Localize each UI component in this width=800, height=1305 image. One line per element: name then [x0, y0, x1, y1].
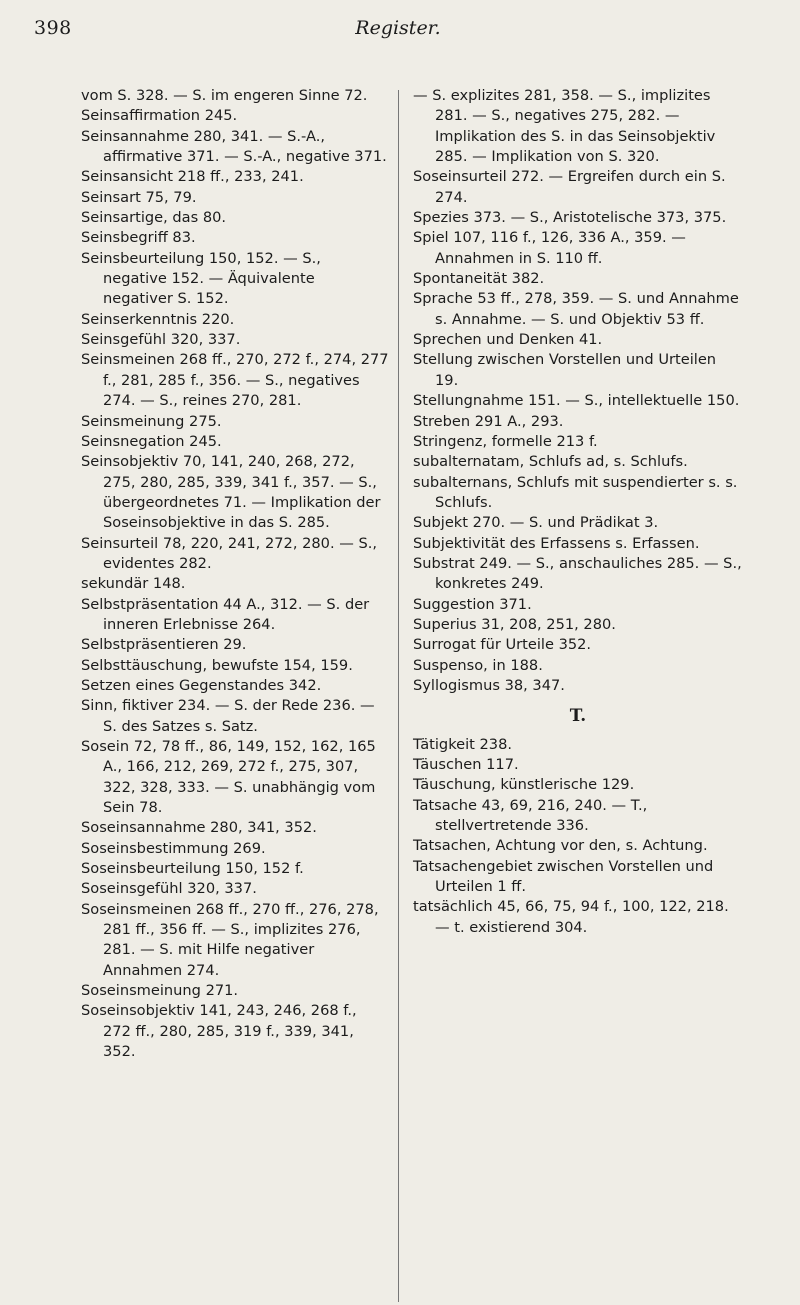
index-entry: Sprechen und Denken 41.	[413, 331, 603, 349]
right-entries-t	[413, 735, 743, 938]
running-title: Register.	[355, 17, 441, 39]
index-entry: Täuschen 117.	[413, 756, 519, 773]
index-entry: subalternatam, Schlufs ad, s. Schlufs.	[413, 453, 688, 471]
index-entry: Soseinsannahme 280, 341, 352.	[81, 819, 317, 837]
index-entry: Selbstpräsentation 44 A., 312. — S. der inneren Erlebnisse 264.	[81, 595, 370, 633]
index-entry: Seinserkenntnis 220.	[81, 310, 235, 328]
right-entries-s	[413, 86, 743, 696]
index-entry: tatsächlich 45, 66, 75, 94 f., 100, 122, 218. — t. existierend 304.	[413, 898, 729, 936]
index-entry: subalternans, Schlufs mit suspendierter s. s. Schlufs.	[413, 473, 738, 511]
index-entry: Stringenz, formelle 213 f.	[413, 432, 598, 450]
index-entry: Seinsgefühl 320, 337.	[81, 331, 241, 349]
index-entry: Selbsttäuschung, bewufste 154, 159.	[81, 656, 353, 674]
index-entry: — S. explizites 281, 358. — S., implizites 281. — S., negatives 275, 282. — Implikation des S. in das Seinsobjektiv 285. — Implikation von S. 320.	[413, 87, 716, 166]
index-entry: Seinsbeurteilung 150, 152. — S., negative 152. — Äquivalente negativer S. 152.	[81, 249, 321, 308]
left-column	[81, 86, 389, 1063]
right-column	[413, 86, 743, 938]
index-entry: Sosein 72, 78 ff., 86, 149, 152, 162, 165 A., 166, 212, 269, 272 f., 275, 307, 322, 328, 333. — S. unabhängig vom Sein 78.	[81, 738, 376, 817]
index-entry: Spiel 107, 116 f., 126, 336 A., 359. — Annahmen in S. 110 ff.	[413, 229, 686, 267]
index-entry: Syllogismus 38, 347.	[413, 676, 565, 694]
index-entry: Stellungnahme 151. — S., intellektuelle 150.	[413, 392, 740, 410]
index-entry: Substrat 249. — S., anschauliches 285. — S., konkretes 249.	[413, 554, 742, 593]
index-entry: Stellung zwischen Vorstellen und Urteilen 19.	[413, 351, 717, 389]
section-heading-t: T.	[569, 706, 587, 727]
index-entry: Streben 291 A., 293.	[413, 412, 564, 430]
index-entry: Subjekt 270. — S. und Prädikat 3.	[413, 514, 659, 532]
index-entry: Soseinsbeurteilung 150, 152 f.	[81, 860, 304, 878]
page-header	[34, 17, 762, 47]
index-entry: Soseinsobjektiv 141, 243, 246, 268 f., 272 ff., 280, 285, 319 f., 339, 341, 352.	[81, 1002, 357, 1061]
index-entry: Tatsachengebiet zwischen Vorstellen und Urteilen 1 ff.	[413, 857, 714, 896]
index-entry: Tatsache 43, 69, 216, 240. — T., stellvertretende 336.	[413, 796, 648, 835]
page-number: 398	[34, 17, 72, 39]
index-entry: Surrogat für Urteile 352.	[413, 636, 592, 654]
index-entry: Soseinsbestimmung 269.	[81, 839, 266, 857]
index-entry: Soseinsgefühl 320, 337.	[81, 880, 257, 898]
index-entry: Seinsurteil 78, 220, 241, 272, 280. — S., evidentes 282.	[81, 534, 378, 572]
index-entry: Seinsnegation 245.	[81, 432, 222, 450]
index-entry: Seinsartige, das 80.	[81, 209, 227, 227]
index-entry: Seinsart 75, 79.	[81, 188, 197, 206]
index-entry: vom S. 328. — S. im engeren Sinne 72.	[81, 87, 368, 104]
index-entry: Seinsobjektiv 70, 141, 240, 268, 272, 275, 280, 285, 339, 341 f., 357. — S., übergeordnetes 71. — Implikation der Soseinsobjektive in das S. 285.	[81, 453, 381, 532]
index-entry: Täuschung, künstlerische 129.	[413, 776, 635, 794]
index-entry: Seinsbegriff 83.	[81, 229, 196, 247]
index-entry: Soseinsmeinen 268 ff., 270 ff., 276, 278, 281 ff., 356 ff. — S., implizites 276, 281. — S. mit Hilfe negativer Annahmen 274.	[81, 900, 379, 979]
index-entry: Subjektivität des Erfassens s. Erfassen.	[413, 534, 700, 552]
index-entry: Suggestion 371.	[413, 595, 532, 613]
index-entry: Spontaneität 382.	[413, 270, 545, 288]
index-entry: Suspenso, in 188.	[413, 656, 543, 674]
index-entry: Seinsmeinung 275.	[81, 412, 222, 430]
index-entry: Spezies 373. — S., Aristotelische 373, 375.	[413, 209, 727, 227]
index-entry: Seinsannahme 280, 341. — S.-A., affirmative 371. — S.-A., negative 371.	[81, 127, 387, 166]
index-entry: sekundär 148.	[81, 575, 186, 593]
index-entry: Seinsaffirmation 245.	[81, 107, 238, 125]
index-entry: Selbstpräsentieren 29.	[81, 636, 247, 654]
index-entry: Tätigkeit 238.	[413, 735, 513, 753]
column-divider	[398, 90, 399, 1302]
index-entry: Soseinsmeinung 271.	[81, 982, 239, 1000]
index-entry: Tatsachen, Achtung vor den, s. Achtung.	[413, 837, 708, 855]
index-entry: Seinsmeinen 268 ff., 270, 272 f., 274, 277 f., 281, 285 f., 356. — S., negatives 274. — S., reines 270, 281.	[81, 351, 389, 410]
index-entry: Sprache 53 ff., 278, 359. — S. und Annahme s. Annahme. — S. und Objektiv 53 ff.	[413, 290, 739, 328]
index-entry: Sinn, fiktiver 234. — S. der Rede 236. — S. des Satzes s. Satz.	[81, 697, 375, 735]
index-entry: Setzen eines Gegenstandes 342.	[81, 676, 322, 694]
index-entry: Soseinsurteil 272. — Ergreifen durch ein S. 274.	[413, 168, 726, 206]
index-entry: Seinsansicht 218 ff., 233, 241.	[81, 168, 304, 186]
index-entry: Superius 31, 208, 251, 280.	[413, 615, 616, 633]
